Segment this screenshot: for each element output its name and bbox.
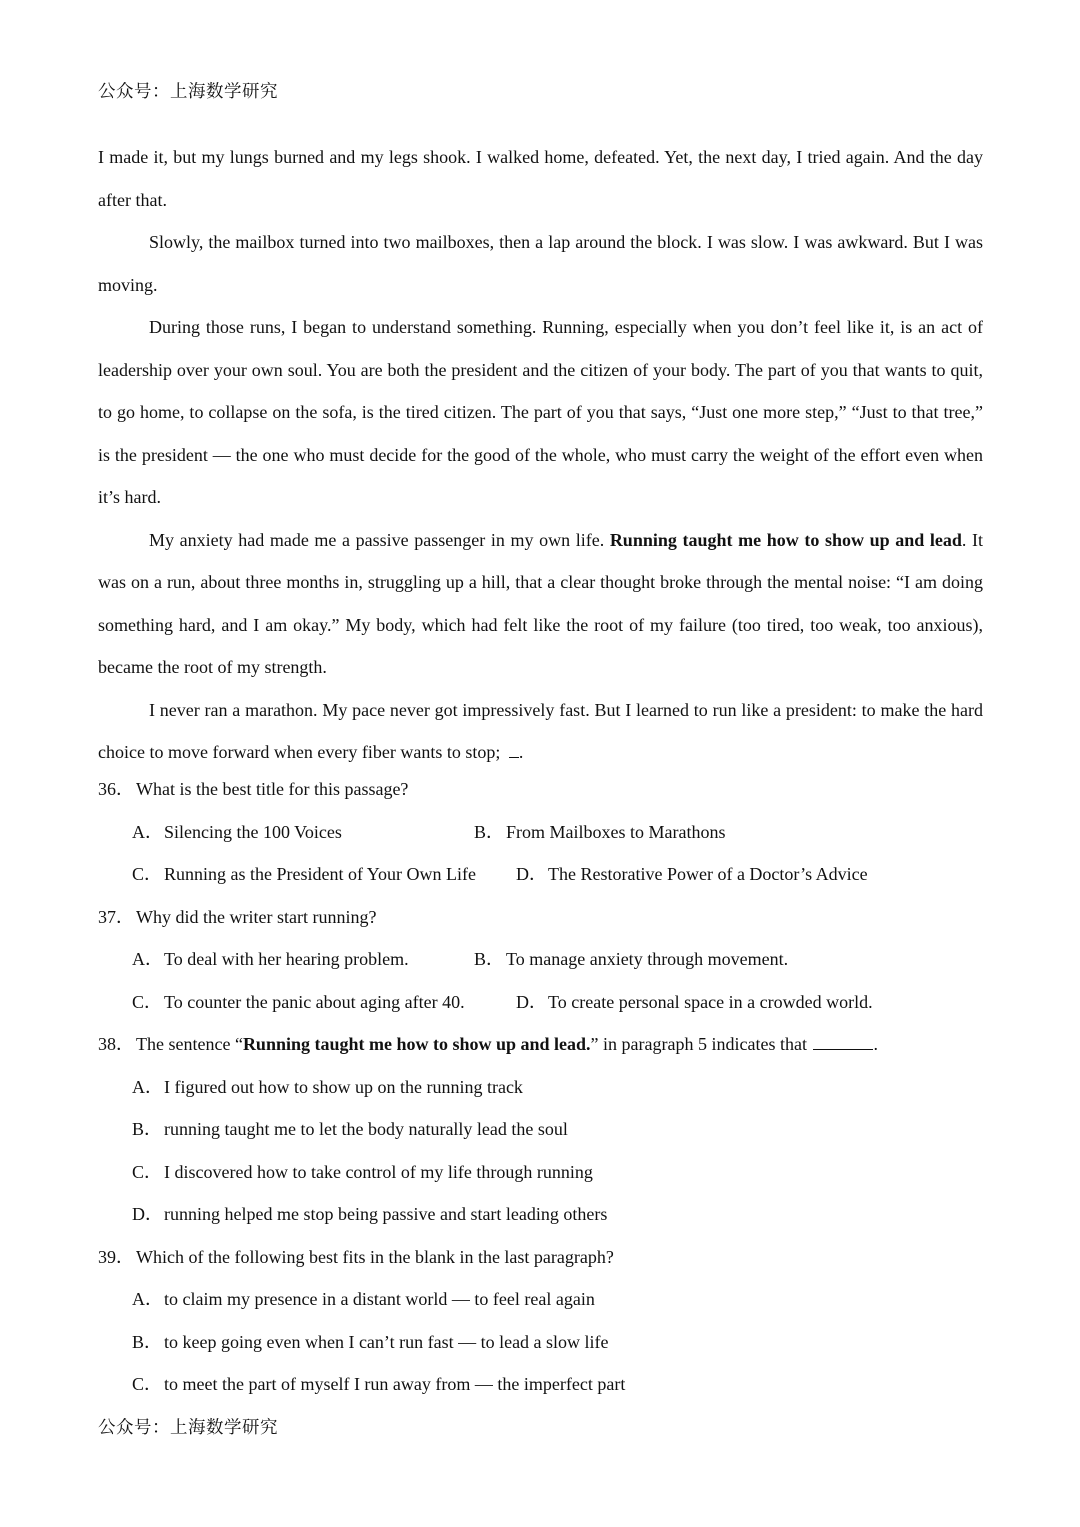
paragraph-4-text-after: . It was on a run, about three months in, struggling up a hill, that a clear thought broke through the mental noise: “I am doing something hard, and I am okay.” My body, which had felt like the root of my failure (too tired, too weak, too anxious), became the root of my strength.	[98, 529, 983, 677]
question-stem-after: ” in paragraph 5 indicates that	[590, 1034, 812, 1054]
option-text: to claim my presence in a distant world — to feel real again	[164, 1289, 595, 1309]
options-row	[98, 811, 983, 854]
option-b[interactable]	[474, 938, 788, 981]
option-text: To create personal space in a crowded world.	[548, 991, 873, 1012]
paragraph-5	[98, 689, 983, 774]
option-b[interactable]	[98, 1321, 983, 1364]
options-row	[98, 981, 983, 1024]
option-letter: B．	[474, 949, 505, 969]
question-36	[98, 768, 983, 811]
question-list	[98, 768, 983, 1406]
paragraph-5-text: I never ran a marathon. My pace never got impressively fast. But I learned to run like a president: to make the hard choice to move forward when every fiber wants to stop;	[98, 699, 983, 762]
question-number: 36．	[98, 779, 134, 799]
option-text: running helped me stop being passive and start leading others	[164, 1204, 608, 1224]
question-stem-end: .	[873, 1034, 878, 1054]
paragraph-1: I made it, but my lungs burned and my legs shook. I walked home, defeated. Yet, the next day, I tried again. And the day after that.	[98, 147, 983, 210]
option-text: To manage anxiety through movement.	[506, 949, 789, 969]
option-text: The Restorative Power of a Doctor’s Advice	[548, 864, 868, 884]
question-number: 37．	[98, 906, 134, 927]
option-text: running taught me to let the body naturally lead the soul	[164, 1119, 568, 1139]
question-stem: Why did the writer start running?	[136, 906, 377, 927]
option-text: to meet the part of myself I run away from — the imperfect part	[164, 1374, 626, 1394]
option-letter: C．	[132, 991, 163, 1012]
paragraph-4	[98, 519, 983, 689]
paragraph-4-text-before: My anxiety had made me a passive passenger in my own life.	[149, 529, 610, 550]
option-a[interactable]	[132, 938, 474, 981]
option-letter: C．	[132, 1374, 163, 1394]
option-text: I figured out how to show up on the running track	[164, 1076, 523, 1097]
option-c[interactable]	[98, 1363, 983, 1406]
option-text: Silencing the 100 Voices	[164, 821, 342, 842]
option-letter: B．	[474, 821, 505, 842]
option-letter: B．	[132, 1331, 163, 1352]
option-d[interactable]	[516, 981, 873, 1024]
question-stem: Which of the following best fits in the blank in the last paragraph?	[136, 1246, 614, 1267]
option-text: To deal with her hearing problem.	[164, 949, 409, 969]
page-footer: 公众号：上海数学研究	[98, 1418, 278, 1438]
option-d[interactable]	[98, 1193, 983, 1236]
paragraph-5-end: .	[518, 742, 524, 762]
option-letter: A．	[132, 949, 163, 969]
option-a[interactable]	[98, 1066, 983, 1109]
option-text: I discovered how to take control of my life through running	[164, 1161, 593, 1182]
option-letter: C．	[132, 1161, 163, 1182]
option-text: to keep going even when I can’t run fast — to lead a slow life	[164, 1331, 609, 1352]
question-37	[98, 896, 983, 939]
paragraph-3: During those runs, I began to understand something. Running, especially when you don’t feel like it, is an act of leadership over your own soul. You are both the president and the citizen of your body. The part of you that wants to quit, to go home, to collapse on the sofa, is the tired citizen. The part of you that says, “Just one more step,” “Just to that tree,” is the president — the one who must decide for the good of the whole, who must carry the weight of the effort even when it’s hard.	[98, 317, 983, 507]
answer-blank	[813, 1049, 873, 1050]
question-stem-bold: Running taught me how to show up and lead.	[242, 1034, 591, 1054]
option-letter: D．	[132, 1204, 163, 1224]
option-b[interactable]	[98, 1108, 983, 1151]
option-letter: D．	[516, 864, 547, 884]
fill-in-blank	[509, 757, 519, 758]
option-d[interactable]	[516, 853, 868, 896]
option-letter: D．	[516, 991, 547, 1012]
question-stem-before: The sentence “	[136, 1034, 243, 1054]
option-letter: A．	[132, 1289, 163, 1309]
page-header: 公众号：上海数学研究	[98, 82, 278, 102]
options-row	[98, 938, 983, 981]
option-c[interactable]	[98, 1151, 983, 1194]
option-letter: B．	[132, 1119, 163, 1139]
option-b[interactable]	[474, 811, 725, 854]
question-stem: What is the best title for this passage?	[136, 779, 409, 799]
option-text: To counter the panic about aging after 40.	[164, 991, 465, 1012]
option-c[interactable]	[132, 853, 516, 896]
option-a[interactable]	[132, 811, 474, 854]
option-text: Running as the President of Your Own Life	[164, 864, 476, 884]
question-number: 38．	[98, 1034, 134, 1054]
option-a[interactable]	[98, 1278, 983, 1321]
paragraph-4-bold-sentence: Running taught me how to show up and lead	[609, 529, 962, 550]
option-letter: A．	[132, 1076, 163, 1097]
reading-passage	[98, 136, 983, 774]
question-number: 39．	[98, 1246, 134, 1267]
option-text: From Mailboxes to Marathons	[506, 821, 726, 842]
option-c[interactable]	[132, 981, 516, 1024]
question-39	[98, 1236, 983, 1279]
question-38	[98, 1023, 983, 1066]
option-letter: C．	[132, 864, 163, 884]
options-row	[98, 853, 983, 896]
paragraph-2: Slowly, the mailbox turned into two mailboxes, then a lap around the block. I was slow. I was awkward. But I was moving.	[98, 232, 983, 295]
option-letter: A．	[132, 821, 163, 842]
